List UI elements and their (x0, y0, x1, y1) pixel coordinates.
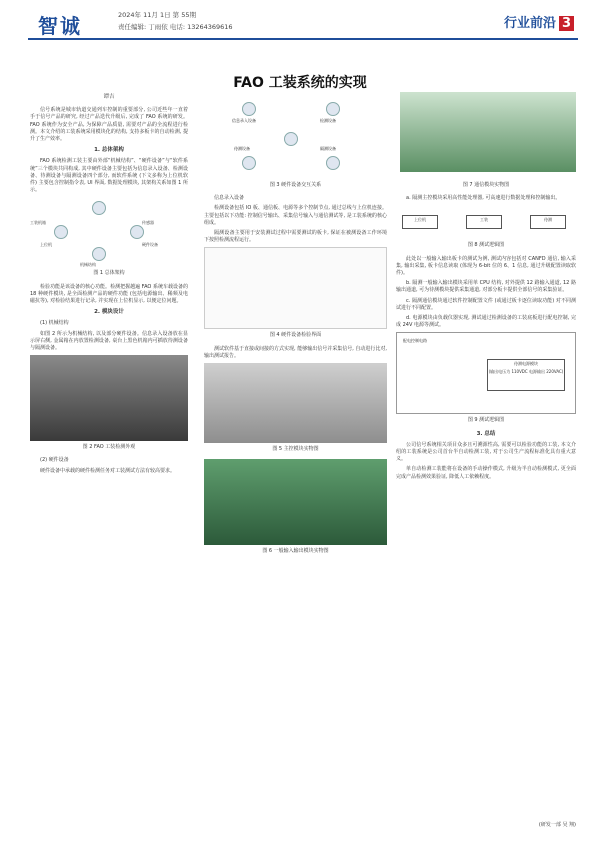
sec1-paragraph-2: 检验功能是该设备的核心功能。检测把握越遍 FAO 系统车载设备的 18 种硬件模块, 是全面检测产品的硬件功能 (包括电源输出、稀频及电磁抗等), 对检验结果进行记录, 并实现在上位机显示, 以便定位问题。 (30, 283, 188, 305)
col3-p6: 公司信号系统相关项目众多且可溯源性高, 需要可以检验功能的工装, 本文介绍的工装系统是公司首台半自动检测工装, 对于公司生产流程标准化具有重大意义。 (396, 441, 576, 463)
col2-p3: 隔测设备主要用于安装测试过程中需要测试的板卡, 保证在被测设备工作环境下按照检测流程运行。 (204, 230, 387, 244)
fig4-caption: 图 4 硬件设备检验界面 (269, 332, 322, 339)
figure-6-photo (204, 459, 387, 545)
fig1-label-3: 传感器 (142, 220, 154, 226)
fig9-caption: 图 9 测试逻辑图 (467, 417, 505, 424)
fig9-label-0: 配电控制电路 (403, 338, 427, 344)
brand-logo: 智诚 (38, 14, 82, 38)
host-icon (54, 225, 68, 239)
fig1-label-4: 机械结构 (80, 262, 96, 268)
fig5-caption: 图 5 主控模块实物图 (272, 446, 319, 453)
sec1-paragraph: FAO 系统检测工装主要由外部“机械结构”、“硬件设备”与“软件系统”三个模块共同构成, 其中硬件设备主要包括为信息录入设备、检测设备、待测设备与隔测设备四个部分, 而软件系统 (下文多称为上位机软件) 主要包含控制指令表, UI 界面, 数据处理模块, 其架构关系如图 1 所示。 (30, 158, 188, 194)
author: 谭吉 (103, 94, 115, 100)
intro-paragraph: 信号系统是城市轨道交通列车控制的重要部分, 公司近些年一直着手于信号产品的研究, 经过产品迭代升级后, 完成了 FAO 系统的研发。FAO 系统作为安全产品, 为保障产品质量, 需要对产品的全流程进行检测。本文介绍的工装系统采用模块化的结构, 支持多板卡的自动检测, 提升了生产效率。 (30, 107, 188, 143)
section-title (504, 12, 574, 31)
figure-7-photo (400, 92, 576, 172)
col2-p4: 测试软件基于直接或间接的方式实现, 能够输出信号并采集信号, 自动进行比对, 输出测试报告。 (204, 345, 387, 359)
fig3-node-isolate (326, 156, 340, 170)
fig3-label-0: 信息录入设备 (232, 118, 256, 123)
sec2-sub1: (1) 机械结构 (40, 320, 69, 327)
figure-1 (30, 197, 188, 267)
column-2 (204, 180, 387, 561)
fig7-caption: 图 7 通信模块实物图 (462, 182, 510, 188)
editor-info: 责任编辑: 丁雨依 电话: 13264369616 (118, 23, 233, 31)
fig3-node-input (242, 102, 256, 116)
mechanical-icon (92, 247, 106, 261)
fig9-box-module (487, 359, 565, 391)
fig2-caption: 图 2 FAO 工装检测外观 (82, 444, 136, 451)
header-rule (28, 38, 578, 40)
hardware-icon (130, 225, 144, 239)
section-label: 行业前沿 (503, 16, 556, 31)
fig1-label-1: 上位机 (40, 242, 52, 248)
fig3-node-center (284, 132, 298, 146)
figure-5-photo (204, 363, 387, 443)
fig6-caption: 图 6 一般输入输出模块实物图 (262, 548, 329, 555)
col3-p1: a. 隔测主控模块采用高性能处理器, 可高速进行数据处理和控制输出。 (406, 195, 561, 202)
figure-9-diagram (396, 332, 576, 414)
col3-p7: 单自动检测工装能将在设备的手动操作模式, 升级为半自动检测模式, 更全面完成产品检测效果验证, 降低人工依赖程度。 (396, 466, 576, 480)
article-title: FAO 工装系统的实现 (233, 75, 367, 91)
fig3-label-3: 隔测设备 (320, 146, 336, 151)
fig8-box-dut: 待测 (530, 215, 566, 229)
fig8-caption: 图 8 测试逻辑图 (467, 242, 505, 249)
sec3-heading: 3. 总结 (476, 430, 496, 437)
fig1-label-0: 工装机箱 (30, 220, 46, 226)
article-footnote: (研发一部 吴 翔) (538, 822, 576, 828)
fig8-box-host: 上位机 (402, 215, 438, 229)
column-3 (396, 180, 576, 484)
col3-p5: d. 电源模块由负载仪器实现, 测试通过检测设备的工装底板进行配电控制, 完成 24V 电源等测试。 (396, 315, 576, 329)
cabinet-icon (92, 201, 106, 215)
page-header (0, 0, 600, 40)
column-1 (30, 92, 188, 478)
figure-3 (232, 96, 352, 172)
col2-p1: 信息录入设备 (214, 195, 245, 202)
section-number: 3 (559, 16, 574, 31)
fig3-caption: 图 3 硬件设备交互关系 (269, 182, 322, 188)
sec2-paragraph-2: 硬件设备中承载的硬件检测任务对工装测试方法有较高要求。 (40, 467, 176, 474)
sec2-sub2: (2) 硬件设备 (40, 457, 69, 464)
figure-2-photo (30, 355, 188, 441)
col2-p2: 检测设备包括 IO 板、通信板、电源等多个控制节点, 通过总线与上位机连接。主要包括以下功能: 控制信号输出、采集信号输入与通信测试等, 是工装系统的核心组成。 (204, 205, 387, 226)
sec1-heading: 1. 总体架构 (94, 147, 124, 154)
col3-p4: c. 隔测通信模块通过软件控制配置文件 (或通过板卡逐位读取功能) 对不同测试进行不同配置。 (396, 297, 576, 311)
fig1-label-2: 硬件设备 (142, 242, 158, 248)
col3-p3: b. 隔测一般输入输出模块采用单 CPU 结构, 对外提供 12 路输入通道, 12 路输出通道, 可为待测模块提供采集通道, 对部分板卡提供全部信号的采集验证。 (396, 280, 576, 294)
figure-4-screen (204, 247, 387, 329)
fig3-label-1: 检测设备 (320, 118, 336, 123)
fig1-caption: 图 1 总体架构 (93, 270, 125, 277)
fig9-label-1: 待测电源模块 (514, 361, 538, 367)
sec2-paragraph-1: 如图 2 所示为机械结构, 以及部分硬件设备。信息录入设备放在显示屏右侧, 金属箱在内放置检测设备, 桌台上黑色机箱内可插放待测设备与隔测设备。 (30, 330, 188, 352)
col3-p2: 此处以一般输入输出板卡的测试为例, 测试内容包括对 CANFD 通信, 输入采集, 输出采集, 板卡信息读取 (体现为 6-bit 位的 6、1 信息, 通过升级配置读取软件)。 (396, 255, 576, 277)
fig3-label-2: 待测设备 (234, 146, 250, 151)
issue-date: 2024年 11月 1日 第 55期 (118, 11, 196, 19)
fig3-node-detect (326, 102, 340, 116)
sec2-heading: 2. 模块设计 (94, 309, 124, 316)
fig3-node-dut (242, 156, 256, 170)
fig8-box-fixture: 工装 (466, 215, 502, 229)
figure-8-diagram (396, 205, 576, 239)
fig9-label-2: (输出电压为 110VDC 电源输出 220VAC) (488, 369, 564, 375)
